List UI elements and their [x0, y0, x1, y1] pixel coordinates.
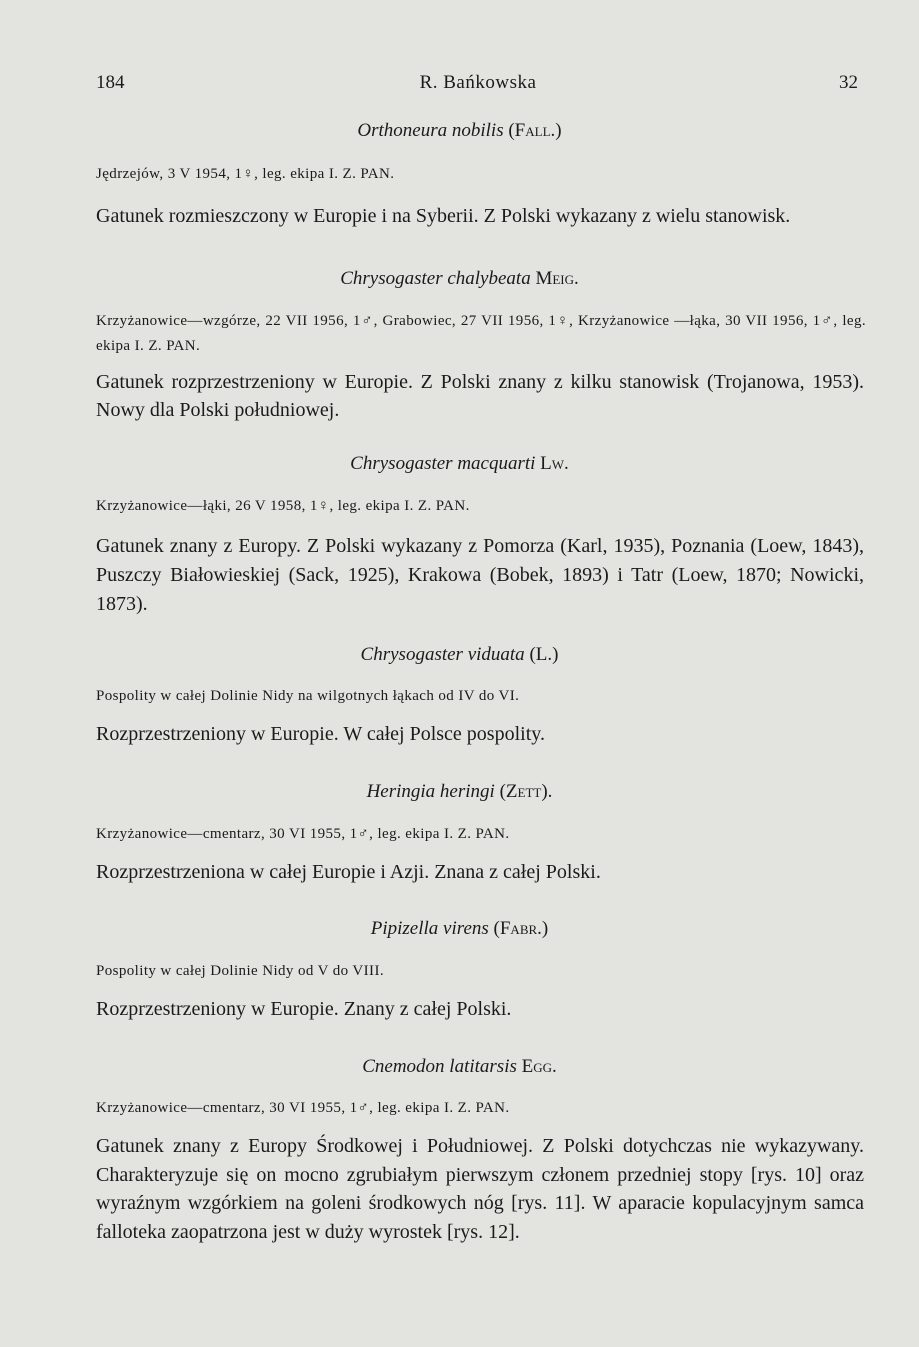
species-authority: (L.) — [529, 644, 559, 665]
species-description: Rozprzestrzeniona w całej Europie i Azji. Znana z całej Polski. — [96, 861, 601, 883]
page-number-left: 184 — [96, 72, 125, 93]
species-name: Cnemodon latitarsis — [362, 1056, 517, 1077]
species-heading — [0, 1056, 919, 1078]
species-description: Gatunek rozprzestrzeniony w Europie. Z Polski znany z kilku stanowisk (Trojanowa, 1953). Nowy dla Polski południowej. — [96, 371, 864, 421]
species-heading — [0, 918, 919, 940]
species-authority: Egg. — [521, 1056, 557, 1077]
species-description: Gatunek znany z Europy. Z Polski wykazany z Pomorza (Karl, 1935), Poznania (Loew, 1843), Puszczy Białowieskiej (Sack, 1925), Krakowa (Bobek, 1893) i Tatr (Loew, 1870; Nowicki, 1873). — [96, 535, 864, 615]
species-heading — [0, 781, 919, 803]
specimen-record: Krzyżanowice—cmentarz, 30 VI 1955, 1♂, leg. ekipa I. Z. PAN. — [96, 826, 510, 842]
species-name: Chrysogaster viduata — [360, 644, 525, 665]
species-description: Gatunek rozmieszczony w Europie i na Syberii. Z Polski wykazany z wielu stanowisk. — [96, 205, 791, 227]
species-name: Chrysogaster macquarti — [350, 453, 536, 474]
specimen-record: Krzyżanowice—łąki, 26 V 1958, 1♀, leg. ekipa I. Z. PAN. — [96, 498, 470, 514]
specimen-record: Krzyżanowice—cmentarz, 30 VI 1955, 1♂, leg. ekipa I. Z. PAN. — [96, 1100, 510, 1116]
species-authority: (Zett). — [499, 781, 553, 802]
species-name: Chrysogaster chalybeata — [340, 268, 531, 289]
species-name: Heringia heringi — [366, 781, 495, 802]
specimen-record: Pospolity w całej Dolinie Nidy od V do VIII. — [96, 963, 385, 979]
species-authority: (Fabr.) — [493, 918, 549, 939]
species-heading — [0, 644, 919, 666]
running-author: R. Bańkowska — [419, 72, 537, 93]
species-description: Rozprzestrzeniony w Europie. Znany z całej Polski. — [96, 998, 512, 1020]
page-number-right: 32 — [839, 72, 858, 93]
species-authority: Meig. — [535, 268, 579, 289]
specimen-record: Krzyżanowice—wzgórze, 22 VII 1956, 1♂, Grabowiec, 27 VII 1956, 1♀, Krzyżanowice —łąka, 30 VII 1956, 1♂, leg. ekipa I. Z. PAN. — [96, 313, 866, 354]
species-name: Pipizella virens — [370, 918, 489, 939]
species-name: Orthoneura nobilis — [357, 120, 504, 141]
species-heading — [0, 268, 919, 290]
species-heading — [0, 453, 919, 475]
species-heading — [0, 120, 919, 142]
species-description: Gatunek znany z Europy Środkowej i Południowej. Z Polski dotychczas nie wykazywany. Charakteryzuje się on mocno zgrubiałym pierwszym członem przedniej stopy [rys. 10] oraz wyraźnym wzgórkiem na goleni środkowych nóg [rys. 11]. W aparacie kopulacyjnym samca falloteka zaopatrzona jest w duży wyrostek [rys. 12]. — [96, 1135, 864, 1243]
species-authority: Lw. — [540, 453, 569, 474]
species-description: Rozprzestrzeniony w Europie. W całej Polsce pospolity. — [96, 723, 545, 745]
running-header — [96, 72, 860, 102]
specimen-record: Pospolity w całej Dolinie Nidy na wilgotnych łąkach od IV do VI. — [96, 688, 520, 704]
specimen-record: Jędrzejów, 3 V 1954, 1♀, leg. ekipa I. Z. PAN. — [96, 166, 395, 182]
species-authority: (Fall.) — [508, 120, 562, 141]
